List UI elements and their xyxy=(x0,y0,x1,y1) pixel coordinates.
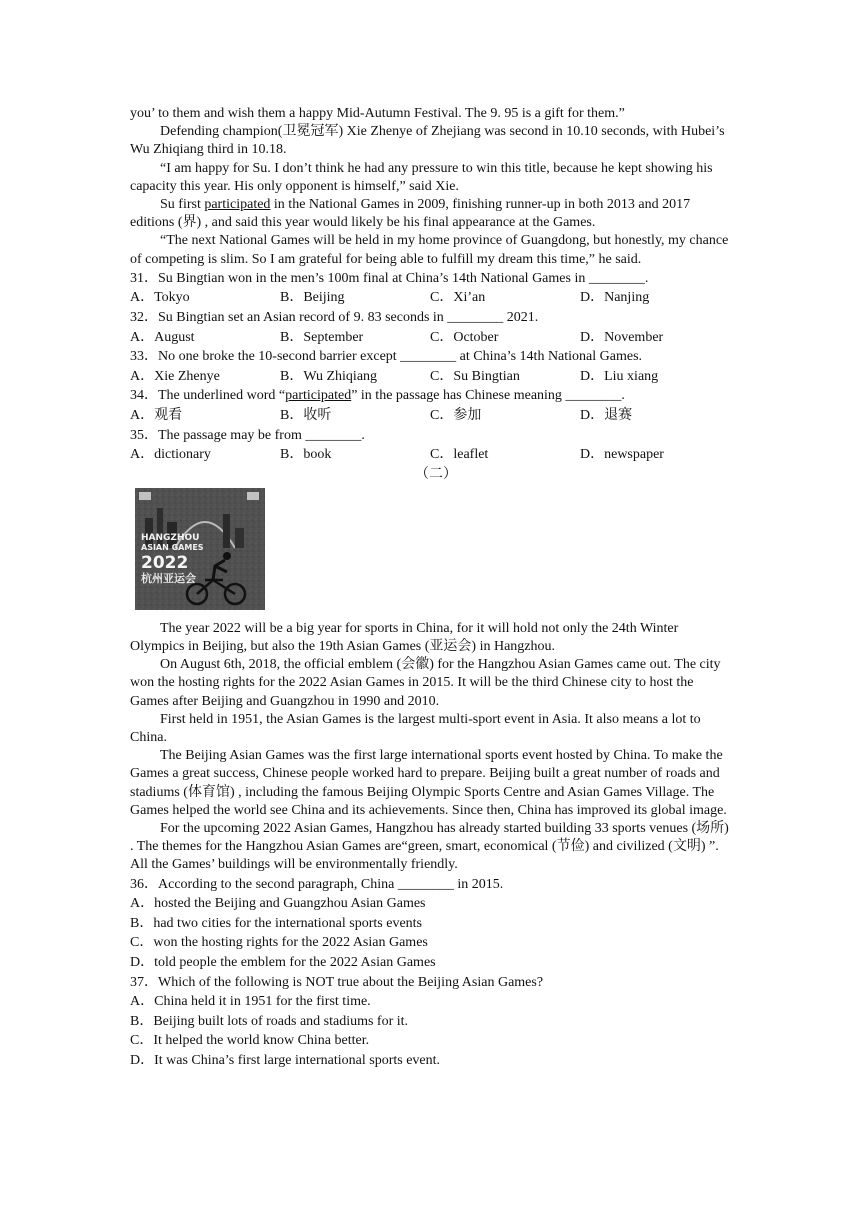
underlined-word: participated xyxy=(204,197,271,213)
text-run: ” in the passage has Chinese meaning ________. xyxy=(351,388,625,404)
option-b[interactable]: B．收听 xyxy=(280,407,332,423)
option-row xyxy=(130,445,730,465)
asian-games-poster xyxy=(135,488,265,610)
option-a[interactable]: A．August xyxy=(130,329,195,345)
option-a[interactable]: A．China held it in 1951 for the first time. xyxy=(130,994,371,1010)
option-b[interactable]: B．had two cities for the international sports events xyxy=(130,915,422,931)
question-33 xyxy=(130,347,730,386)
question-stem xyxy=(130,386,730,406)
option-b[interactable]: B．Beijing built lots of roads and stadiums for it. xyxy=(130,1013,409,1029)
option-c[interactable]: C．Xi’an xyxy=(430,290,486,306)
passage1-paragraph: you’ to them and wish them a happy Mid-Autumn Festival. The 9. 95 is a gift for them.” xyxy=(130,106,625,121)
option-d[interactable]: D．退赛 xyxy=(580,407,633,423)
question-stem: 31．Su Bingtian won in the men’s 100m final at China’s 14th National Games in ________. xyxy=(130,270,649,286)
option-row xyxy=(130,288,730,308)
question-35 xyxy=(130,426,730,465)
text-run: Su first xyxy=(160,197,205,213)
poster-cn: 杭州亚运会 xyxy=(141,571,196,585)
text-run: in the National Games in 2009, finishing runner-up in both 2013 and 2017 editions (界) , and said this year would likely be his final appearance at the Games. xyxy=(130,197,691,231)
question-stem: 35．The passage may be from ________. xyxy=(130,427,365,443)
passage2-paragraph: The year 2022 will be a big year for sports in China, for it will hold not only the 24th Winter Olympics in Beijing, but also the 19th Asian Games (亚运会) in Hangzhou. xyxy=(130,620,679,654)
option-d[interactable]: D．It was China’s first large international sports event. xyxy=(130,1052,441,1068)
question-34 xyxy=(130,386,730,425)
question-32 xyxy=(130,308,730,347)
question-stem: 32．Su Bingtian set an Asian record of 9. 83 seconds in ________ 2021. xyxy=(130,310,539,326)
option-c[interactable]: C．Su Bingtian xyxy=(430,368,520,384)
worksheet-page xyxy=(130,105,730,1071)
option-b[interactable]: B．September xyxy=(280,329,364,345)
question-37 xyxy=(130,973,730,1071)
option-b[interactable]: B．Beijing xyxy=(280,290,345,306)
option-c[interactable]: C．参加 xyxy=(430,407,482,423)
option-c[interactable]: C．October xyxy=(430,329,499,345)
question-stem: 33．No one broke the 10-second barrier except ________ at China’s 14th National Games. xyxy=(130,349,643,365)
underlined-word: participated xyxy=(285,388,352,404)
passage2-paragraph: The Beijing Asian Games was the first large international sports event hosted by China. To make the Games a great success, Chinese people worked hard to prepare. Beijing built a great number of roads and stadiums (体育馆) , including the famous Beijing Olympic Sports Centre and Asian Games Village. The Games helped the world see China and its achievements. Since then, China has improved its global image. xyxy=(130,748,727,818)
option-c[interactable]: C．It helped the world know China better. xyxy=(130,1033,370,1049)
option-b[interactable]: B．Wu Zhiqiang xyxy=(280,368,378,384)
option-row xyxy=(130,328,730,348)
poster-image xyxy=(135,488,265,610)
poster-year: 2022 xyxy=(141,552,189,573)
option-c[interactable]: C．won the hosting rights for the 2022 Asian Games xyxy=(130,935,428,951)
option-a[interactable]: A．hosted the Beijing and Guangzhou Asian Games xyxy=(130,896,426,912)
option-d[interactable]: D．November xyxy=(580,329,664,345)
passage2-paragraph: On August 6th, 2018, the official emblem (会徽) for the Hangzhou Asian Games came out. The city won the hosting rights for the 2022 Asian Games in 2015. It will be the third Chinese city to host the Games after Beijing and Guangzhou in 1990 and 2010. xyxy=(130,657,721,709)
option-row xyxy=(130,406,730,426)
option-row xyxy=(130,367,730,387)
passage1-paragraph: “The next National Games will be held in my home province of Guangdong, but honestly, my chance of competing is slim. So I am grateful for being able to fulfill my dream this time,” he said. xyxy=(130,233,729,267)
option-a[interactable]: A．Tokyo xyxy=(130,290,190,306)
option-d[interactable]: D．Liu xiang xyxy=(580,368,659,384)
option-a[interactable]: A．dictionary xyxy=(130,447,211,463)
text-run: 34．The underlined word “ xyxy=(130,388,286,404)
passage1-paragraph: “I am happy for Su. I don’t think he had any pressure to win this title, because he kept showing his capacity this year. His only opponent is himself,” said Xie. xyxy=(130,160,713,194)
option-b[interactable]: B．book xyxy=(280,447,332,463)
option-a[interactable]: A．观看 xyxy=(130,407,183,423)
option-c[interactable]: C．leaflet xyxy=(430,447,489,463)
passage2-paragraph: For the upcoming 2022 Asian Games, Hangzhou has already started building 33 sports venues (场所) . The themes for the Hangzhou Asian Games are“green, smart, economical (节俭) and civilized (文明) ”. All the Games’ buildings will be environmentally friendly. xyxy=(130,821,729,873)
passage1-paragraph xyxy=(130,196,730,232)
passage2-paragraph: First held in 1951, the Asian Games is the largest multi-sport event in Asia. It also means a lot to China. xyxy=(130,711,701,745)
poster-line1: HANGZHOU xyxy=(141,532,200,543)
option-d[interactable]: D．newspaper xyxy=(580,447,664,463)
option-a[interactable]: A．Xie Zhenye xyxy=(130,368,220,384)
question-36 xyxy=(130,875,730,973)
question-stem: 36．According to the second paragraph, China ________ in 2015. xyxy=(130,876,504,892)
option-d[interactable]: D．told people the emblem for the 2022 Asian Games xyxy=(130,954,436,970)
question-stem: 37．Which of the following is NOT true about the Beijing Asian Games? xyxy=(130,974,544,990)
poster-line2: ASIAN GAMES xyxy=(141,542,204,552)
question-31 xyxy=(130,269,730,308)
option-d[interactable]: D．Nanjing xyxy=(580,290,650,306)
section-title: （二） xyxy=(415,466,457,482)
passage1-paragraph: Defending champion(卫冕冠军) Xie Zhenye of Zhejiang was second in 10.10 seconds, with Hubei’s Wu Zhiqiang third in 10.18. xyxy=(130,124,725,158)
